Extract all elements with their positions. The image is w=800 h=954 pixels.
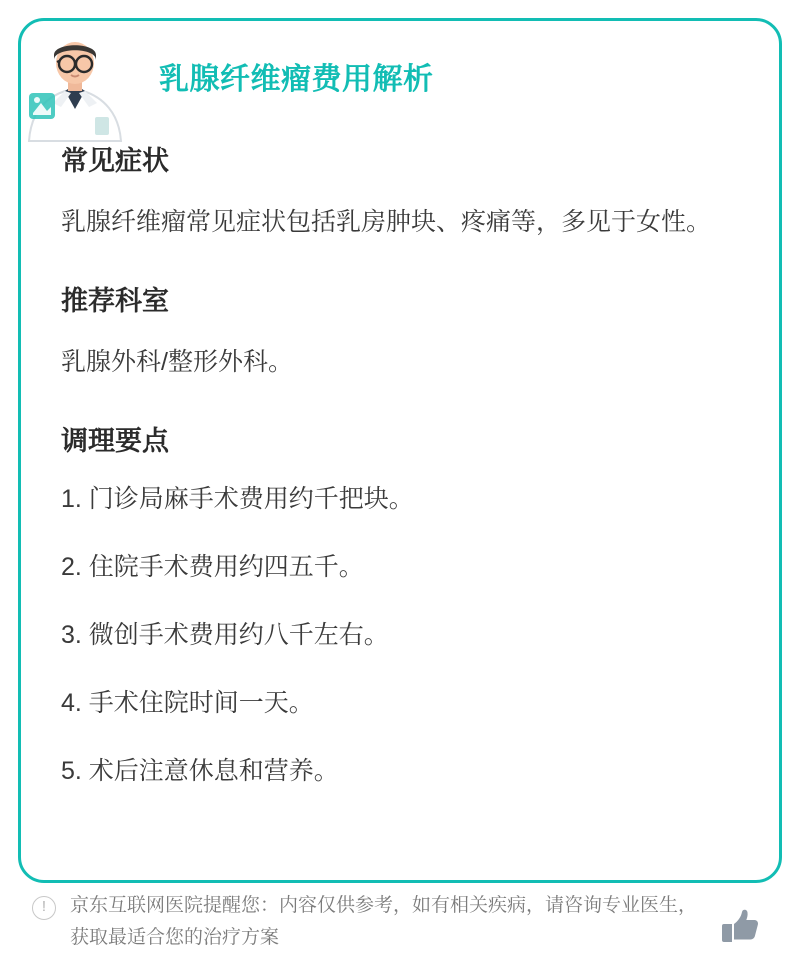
footer-disclaimer-bar bbox=[18, 890, 782, 954]
page-title: 乳腺纤维瘤费用解析 bbox=[159, 63, 434, 96]
disclaimer-text: 京东互联网医院提醒您：内容仅供参考，如有相关疾病，请咨询专业医生，获取最适合您的治疗方案 bbox=[70, 895, 698, 948]
keypoints-list bbox=[61, 479, 745, 791]
section-text-department: 乳腺外科/整形外科。 bbox=[61, 348, 293, 376]
list-item: 4. 手术住院时间一天。 bbox=[61, 689, 314, 717]
info-card bbox=[18, 18, 782, 883]
list-item: 2. 住院手术费用约四五千。 bbox=[61, 553, 364, 581]
card-content bbox=[61, 57, 745, 819]
section-heading-symptoms: 常见症状 bbox=[61, 146, 169, 176]
section-text-symptoms: 乳腺纤维瘤常见症状包括乳房肿块、疼痛等，多见于女性。 bbox=[61, 208, 712, 236]
list-item: 3. 微创手术费用约八千左右。 bbox=[61, 621, 389, 649]
list-item: 5. 术后注意休息和营养。 bbox=[61, 757, 339, 785]
section-heading-keypoints: 调理要点 bbox=[61, 426, 169, 456]
info-circle-icon: ! bbox=[32, 896, 56, 920]
thumbs-up-icon[interactable] bbox=[718, 904, 762, 953]
list-item: 1. 门诊局麻手术费用约千把块。 bbox=[61, 485, 414, 513]
section-heading-department: 推荐科室 bbox=[61, 286, 169, 316]
